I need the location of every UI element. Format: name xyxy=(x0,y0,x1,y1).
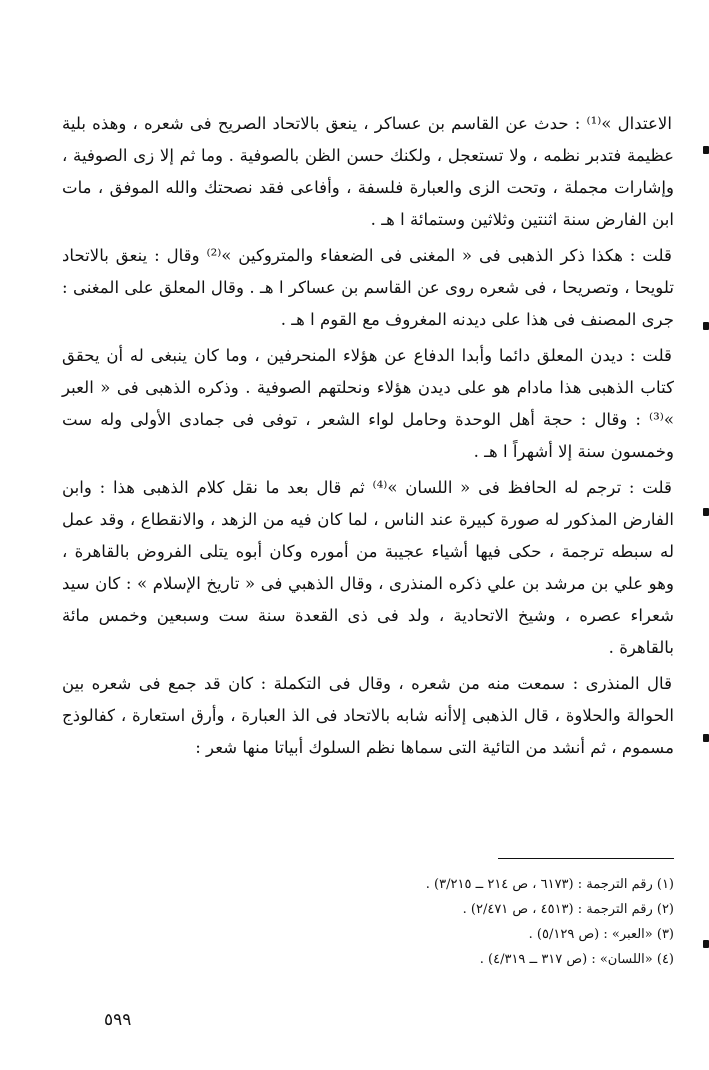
footnote-3: (٣) «العبر» : (ص ٥/١٢٩) . xyxy=(528,927,674,942)
paragraph-4: قلت : ترجم له الحافظ فى « اللسان »⁽⁴⁾ ثم قال بعد ما نقل كلام الذهبى هذا : وابن الفارض المذكور له صورة كبيرة عند الناس ، لما كان فيه من الزهد ، والانقطاع ، وقد عمل له سبطه ترجمة ، حكى فيها أشياء عجيبة من أموره وكان أبوه يتلى الفروض بالقاهرة ، وهو علي بن مرشد بن علي ذكره المنذرى ، وقال الذهبي فى « تاريخ الإسلام » : كان سيد شعراء عصره ، وشيخ الاتحادية ، ولد فى ذى القعدة سنة ست وسبعين وخمس مائة بالقاهرة . xyxy=(62,478,674,657)
edge-mark xyxy=(703,508,709,516)
edge-mark xyxy=(703,322,709,330)
paragraph-5: قال المنذرى : سمعت منه من شعره ، وقال فى التكملة : كان قد جمع فى شعره بين الحوالة والحلاوة ، قال الذهبى إلاأنه شابه بالاتحاد فى الذ العبارة ، وأرق استعارة ، كفالوذج مسموم ، ثم أنشد من التائية التى سماها نظم السلوك أبياتا منها شعر : xyxy=(62,674,674,757)
page-number: ٥٩٩ xyxy=(104,1010,132,1030)
edge-mark xyxy=(703,146,709,154)
footnotes xyxy=(250,872,674,972)
footnote-4: (٤) «اللسان» : (ص ٣١٧ ــ ٤/٣١٩) . xyxy=(479,952,674,967)
paragraph-2: قلت : هكذا ذكر الذهبى فى « المغنى فى الضعفاء والمتروكين »⁽²⁾ وقال : ينعق بالاتحاد تلويحا ، وتصريحا ، فى شعره روى عن القاسم بن عساكر ا هـ . وقال المعلق على المغنى : جرى المصنف فى هذا على ديدنه المغروف مع القوم ا هـ . xyxy=(62,246,674,329)
edge-mark xyxy=(703,940,709,948)
footnote-2: (٢) رقم الترجمة : (٤٥١٣ ، ص ٢/٤٧١) . xyxy=(462,902,674,917)
edge-mark xyxy=(703,734,709,742)
paragraph-1: الاعتدال »⁽¹⁾ : حدث عن القاسم بن عساكر ، ينعق بالاتحاد الصريح فى شعره ، وهذه بلية عظيمة فتدبر نظمه ، ولا تستعجل ، ولكنك حسن الظن بالصوفية . وما ثم إلا زى الصوفية ، وإشارات مجملة ، وتحت الزى والعبارة فلسفة ، وأفاعى فقد نصحتك والله الموفق ، مات ابن الفارض سنة اثنتين وثلاثين وستمائة ا هـ . xyxy=(62,114,674,229)
paragraph-3: قلت : ديدن المعلق دائما وأبدا الدفاع عن هؤلاء المنحرفين ، وما كان ينبغى له أن يحقق كتاب الذهبى هذا مادام هو على ديدن هؤلاء ونحلتهم الصوفية . وذكره الذهبى فى « العبر »⁽³⁾ : وقال : حجة أهل الوحدة وحامل لواء الشعر ، توفى فى جمادى الأولى وله ست وخمسون سنة إلا أشهراً ا هـ . xyxy=(62,346,674,461)
main-text xyxy=(62,108,674,764)
footnote-1: (١) رقم الترجمة : (٦١٧٣ ، ص ٢١٤ ــ ٣/٢١٥) . xyxy=(425,877,674,892)
footnote-divider xyxy=(498,858,674,859)
